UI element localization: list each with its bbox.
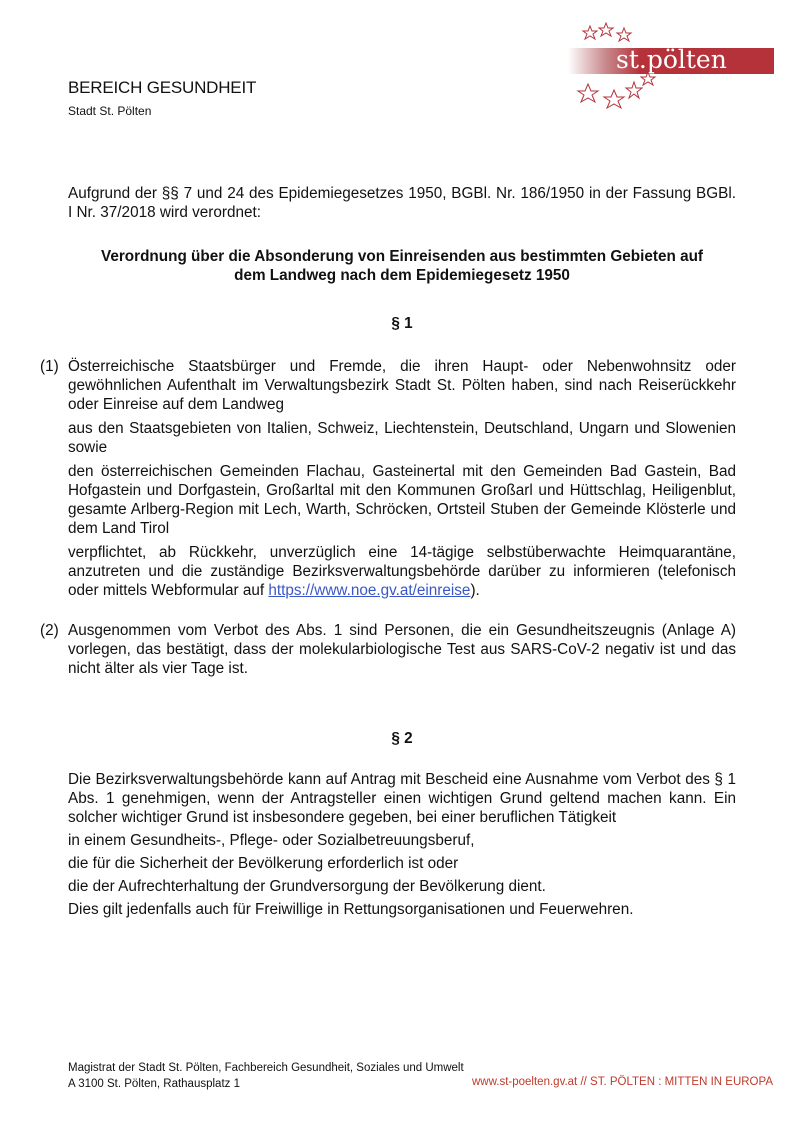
paragraph-1-text-4-body: verpflichtet, ab Rückkehr, unverzüglich eine 14-tägige selbstüberwachte Heimquarantäne, anzutreten und die zuständige Bezirksverwaltungsbehörde darüber zu informieren (telefonisch oder mittels Webformular auf <box>68 544 736 599</box>
section-2-heading: § 2 <box>391 730 413 747</box>
section-2-text-2: in einem Gesundheits-, Pflege- oder Sozialbetreuungsberuf, <box>68 832 475 849</box>
paragraph-1-text-3: den österreichischen Gemeinden Flachau, Gasteinertal mit den Gemeinden Bad Gastein, Bad Hofgastein und Dorfgastein, Großarltal mit den Kommunen Großarl und Hüttschlag, Heiligenblut, gesamte Arlberg-Region mit Lech, Warth, Schröcken, Ortsteil Stuben der Gemeinde Klösterle und dem Land Tirol <box>68 463 736 537</box>
section-1-heading: § 1 <box>391 315 413 332</box>
section-2-text-5: Dies gilt jedenfalls auch für Freiwillige in Rettungsorganisationen und Feuerwehren. <box>68 901 634 918</box>
ordinance-title <box>68 247 736 285</box>
paragraph-2-text: Ausgenommen vom Verbot des Abs. 1 sind Personen, die ein Gesundheitszeugnis (Anlage A) vorlegen, das bestätigt, dass der molekularbiologische Test aus SARS-CoV-2 negativ ist und das nicht älter als vier Tage ist. <box>68 622 736 677</box>
paragraph-1-text-1: Österreichische Staatsbürger und Fremde, die ihren Haupt- oder Nebenwohnsitz oder gewöhnlichen Aufenthalt im Verwaltungsbezirk Stadt St. Pölten haben, sind nach Reiserückkehr oder Einreise auf dem Landweg <box>68 358 736 413</box>
paragraph-1 <box>40 357 736 605</box>
paragraph-2 <box>40 621 736 683</box>
title-line-1: Verordnung über die Absonderung von Einreisenden aus bestimmten Gebieten auf <box>100 248 704 265</box>
st-poelten-logo <box>568 22 778 118</box>
footer-website: www.st-poelten.gv.at // ST. PÖLTEN : MITTEN IN EUROPA <box>472 1076 773 1088</box>
city-name: Stadt St. Pölten <box>68 104 152 118</box>
einreise-link[interactable]: https://www.noe.gv.at/einreise <box>268 582 471 599</box>
paragraph-1-text-4-end: ). <box>470 582 480 599</box>
section-2-body <box>68 770 736 923</box>
paragraph-1-text-2: aus den Staatsgebieten von Italien, Schweiz, Liechtenstein, Deutschland, Ungarn und Slowenien sowie <box>68 420 736 456</box>
footer-line-1: Magistrat der Stadt St. Pölten, Fachbereich Gesundheit, Soziales und Umwelt <box>68 1062 464 1074</box>
section-2-text-3: die für die Sicherheit der Bevölkerung erforderlich ist oder <box>68 855 459 872</box>
footer-address <box>68 1060 464 1092</box>
footer-line-2: A 3100 St. Pölten, Rathausplatz 1 <box>68 1078 240 1090</box>
logo-text: st.pölten <box>616 45 727 74</box>
paragraph-number: (2) <box>40 622 59 639</box>
department-title: BEREICH GESUNDHEIT <box>68 78 257 97</box>
paragraph-1-text-4 <box>68 543 736 600</box>
section-2-text-1: Die Bezirksverwaltungsbehörde kann auf Antrag mit Bescheid eine Ausnahme vom Verbot des § 1 Abs. 1 genehmigen, wenn der Antragsteller einen wichtigen Grund geltend machen kann. Ein solcher wichtiger Grund ist insbesondere gegeben, bei einer beruflichen Tätigkeit <box>68 771 736 826</box>
paragraph-number: (1) <box>40 358 59 375</box>
section-2-text-4: die der Aufrechterhaltung der Grundversorgung der Bevölkerung dient. <box>68 878 546 895</box>
intro-text: Aufgrund der §§ 7 und 24 des Epidemiegesetzes 1950, BGBl. Nr. 186/1950 in der Fassung BGBl. I Nr. 37/2018 wird verordnet: <box>68 185 736 221</box>
title-line-2: dem Landweg nach dem Epidemiegesetz 1950 <box>234 267 570 284</box>
